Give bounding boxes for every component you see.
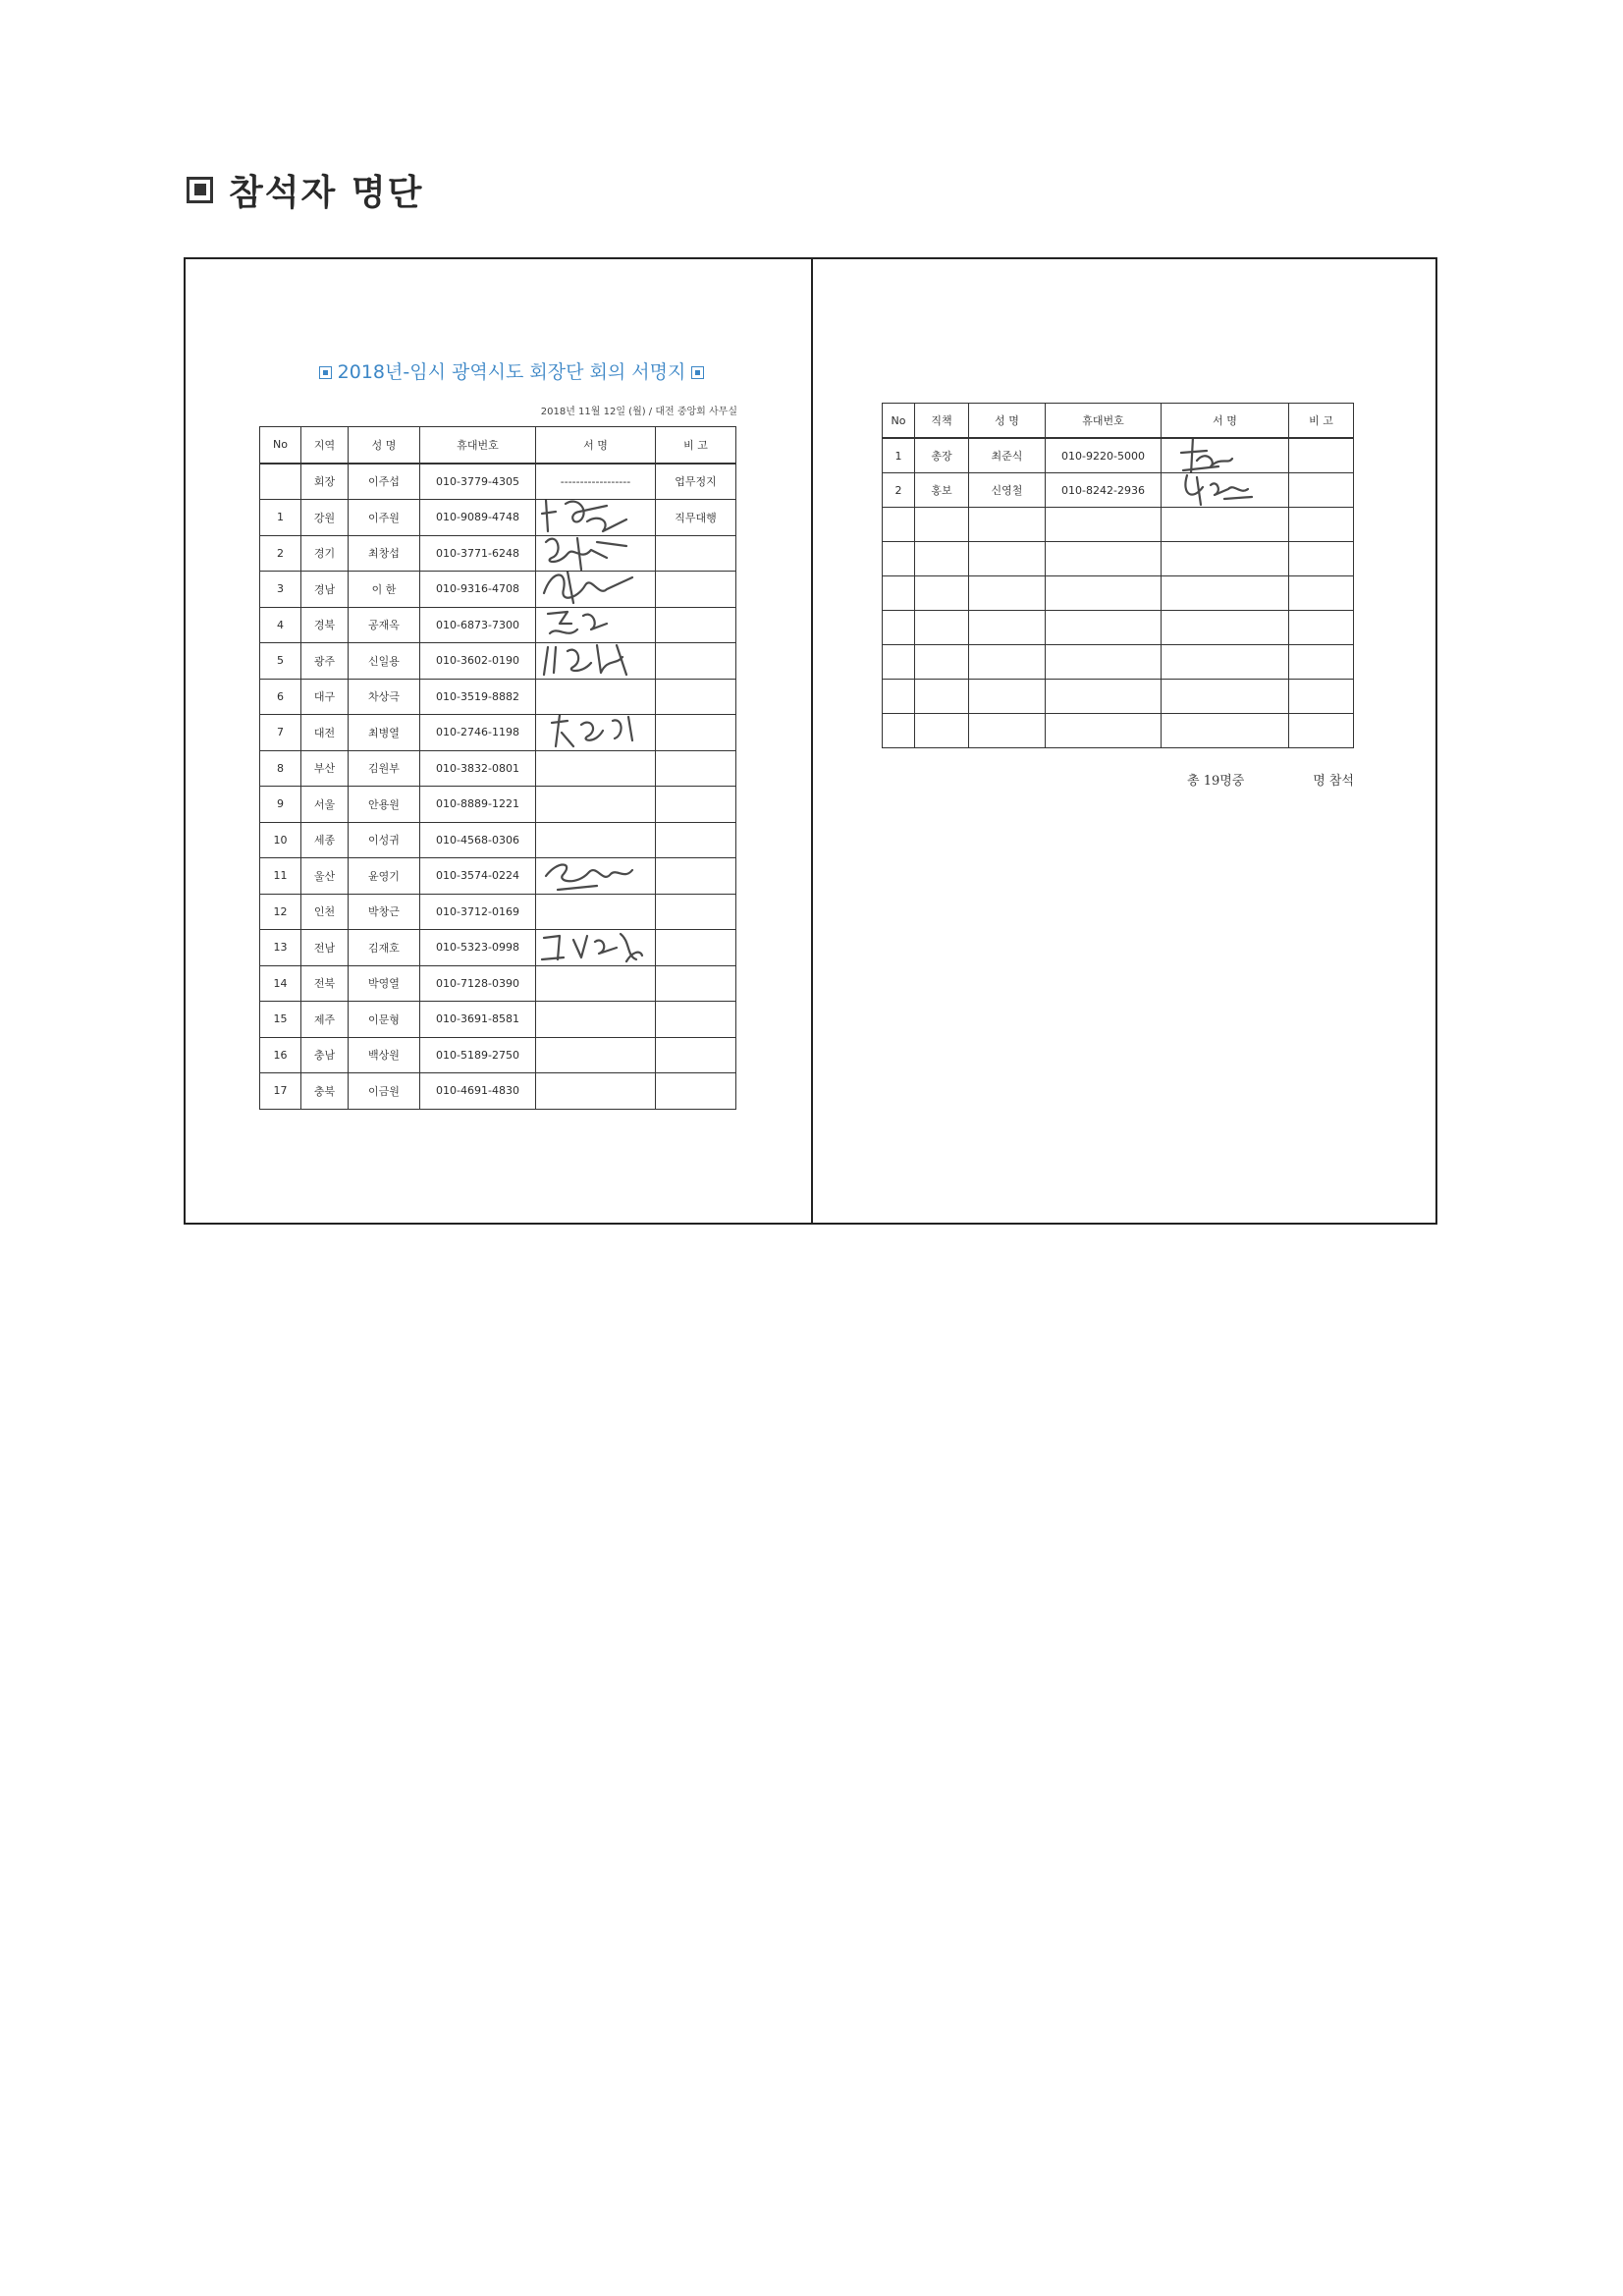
cell-no: 14 (260, 965, 301, 1002)
cell-note (1289, 438, 1354, 473)
column-header: 성 명 (969, 404, 1046, 439)
page-title (187, 165, 423, 214)
cell-note (656, 965, 736, 1002)
table-row (260, 1037, 736, 1073)
cell-phone: 010-3519-8882 (420, 679, 536, 715)
sign-sheet-heading (305, 357, 718, 384)
cell-sign (536, 787, 656, 823)
cell-region: 부산 (301, 750, 349, 787)
cell-sign (536, 822, 656, 858)
cell-no: 16 (260, 1037, 301, 1073)
cell-no (883, 680, 915, 714)
cell-note (1289, 508, 1354, 542)
handwritten-signature (538, 572, 654, 608)
cell-no: 3 (260, 572, 301, 608)
cell-phone: 010-5189-2750 (420, 1037, 536, 1073)
cell-no (883, 645, 915, 680)
table-row (260, 1002, 736, 1038)
cell-phone: 010-4568-0306 (420, 822, 536, 858)
cell-name (969, 611, 1046, 645)
cell-no: 4 (260, 607, 301, 643)
cell-name: 신영철 (969, 473, 1046, 508)
cell-name (969, 542, 1046, 576)
cell-sign (536, 643, 656, 680)
cell-no: 9 (260, 787, 301, 823)
table-row (260, 715, 736, 751)
cell-name: 최병열 (349, 715, 420, 751)
cell-phone: 010-9220-5000 (1046, 438, 1162, 473)
column-header: 직책 (915, 404, 969, 439)
cell-note (1289, 714, 1354, 748)
cell-note (656, 572, 736, 608)
cell-note (1289, 611, 1354, 645)
cell-phone: 010-3712-0169 (420, 894, 536, 930)
cell-title (915, 508, 969, 542)
cell-phone: 010-3779-4305 (420, 464, 536, 500)
cell-note (656, 787, 736, 823)
cell-title (915, 542, 969, 576)
cell-phone: 010-7128-0390 (420, 965, 536, 1002)
table-row (260, 787, 736, 823)
handwritten-signature (538, 535, 654, 572)
table-row (883, 714, 1354, 748)
table-row (883, 508, 1354, 542)
table-row (260, 930, 736, 966)
cell-region: 광주 (301, 643, 349, 680)
cell-name (969, 508, 1046, 542)
cell-name: 김원부 (349, 750, 420, 787)
cell-no (883, 542, 915, 576)
cell-sign (536, 858, 656, 895)
cell-no: 10 (260, 822, 301, 858)
cell-no (883, 714, 915, 748)
cell-name: 이성귀 (349, 822, 420, 858)
cell-region: 제주 (301, 1002, 349, 1038)
cell-no: 2 (883, 473, 915, 508)
handwritten-signature (1163, 473, 1285, 508)
column-header: No (883, 404, 915, 439)
cell-region: 전북 (301, 965, 349, 1002)
cell-name (969, 680, 1046, 714)
cell-name: 이금원 (349, 1073, 420, 1110)
cell-name: 이주원 (349, 500, 420, 536)
cell-title (915, 680, 969, 714)
cell-sign (536, 679, 656, 715)
cell-name: 백상원 (349, 1037, 420, 1073)
table-row (883, 611, 1354, 645)
cell-region: 경기 (301, 535, 349, 572)
table-row (260, 894, 736, 930)
cell-no: 7 (260, 715, 301, 751)
cell-name: 김재호 (349, 930, 420, 966)
cell-phone: 010-5323-0998 (420, 930, 536, 966)
table-row (883, 438, 1354, 473)
cell-note (656, 679, 736, 715)
cell-phone: 010-3574-0224 (420, 858, 536, 895)
cell-name: 차상극 (349, 679, 420, 715)
column-header: 성 명 (349, 427, 420, 464)
cell-phone (1046, 714, 1162, 748)
cell-region: 인천 (301, 894, 349, 930)
table-row (883, 680, 1354, 714)
cell-sign: ------------------ (536, 464, 656, 500)
cell-note (656, 643, 736, 680)
cell-no (883, 611, 915, 645)
title-square-icon (187, 177, 213, 203)
table-row (260, 1073, 736, 1110)
table-row (260, 535, 736, 572)
cell-note (656, 1037, 736, 1073)
table-row (883, 645, 1354, 680)
cell-phone: 010-4691-4830 (420, 1073, 536, 1110)
cell-sign (536, 894, 656, 930)
cell-phone: 010-3832-0801 (420, 750, 536, 787)
cell-name (969, 714, 1046, 748)
scanned-documents-frame (184, 257, 1437, 1225)
cell-no: 8 (260, 750, 301, 787)
cell-sign (536, 1002, 656, 1038)
cell-note: 업무정지 (656, 464, 736, 500)
cell-sign (1162, 714, 1289, 748)
cell-note (1289, 473, 1354, 508)
cell-name: 최창섭 (349, 535, 420, 572)
cell-phone (1046, 611, 1162, 645)
table-row (260, 750, 736, 787)
cell-title (915, 611, 969, 645)
cell-note (656, 607, 736, 643)
cell-no (260, 464, 301, 500)
table-row (260, 822, 736, 858)
cell-phone: 010-3602-0190 (420, 643, 536, 680)
page-title-text: 참석자 명단 (229, 172, 424, 213)
cell-note (1289, 576, 1354, 611)
cell-no (883, 508, 915, 542)
handwritten-signature (538, 607, 654, 643)
cell-no (883, 576, 915, 611)
sign-sheet-date: 2018년 11월 12일 (월) / 대전 중앙회 사무실 (540, 407, 737, 417)
column-header: 지역 (301, 427, 349, 464)
handwritten-signature (538, 715, 654, 751)
cell-sign (536, 607, 656, 643)
cell-sign (1162, 542, 1289, 576)
cell-sign (1162, 508, 1289, 542)
cell-phone: 010-8889-1221 (420, 787, 536, 823)
cell-region: 대구 (301, 679, 349, 715)
table-row (883, 576, 1354, 611)
cell-no: 2 (260, 535, 301, 572)
cell-name: 윤영기 (349, 858, 420, 895)
cell-note (656, 930, 736, 966)
cell-phone: 010-3771-6248 (420, 535, 536, 572)
table-row (260, 500, 736, 536)
cell-note (656, 1002, 736, 1038)
cell-note (656, 750, 736, 787)
cell-note (656, 715, 736, 751)
column-header: 비 고 (1289, 404, 1354, 439)
cell-region: 경북 (301, 607, 349, 643)
table-row (260, 464, 736, 500)
cell-phone: 010-9089-4748 (420, 500, 536, 536)
cell-phone: 010-2746-1198 (420, 715, 536, 751)
cell-no: 13 (260, 930, 301, 966)
cell-region: 경남 (301, 572, 349, 608)
cell-name: 신일용 (349, 643, 420, 680)
cell-sign (1162, 645, 1289, 680)
column-header: 휴대번호 (1046, 404, 1162, 439)
handwritten-signature (538, 858, 654, 895)
table-row (883, 542, 1354, 576)
cell-name: 박영열 (349, 965, 420, 1002)
table-row (260, 858, 736, 895)
handwritten-signature (538, 500, 654, 536)
table-row (260, 679, 736, 715)
cell-phone (1046, 576, 1162, 611)
cell-no: 15 (260, 1002, 301, 1038)
cell-note (1289, 680, 1354, 714)
cell-phone: 010-9316-4708 (420, 572, 536, 608)
cell-region: 충북 (301, 1073, 349, 1110)
cell-phone (1046, 645, 1162, 680)
table-row (260, 965, 736, 1002)
cell-phone (1046, 542, 1162, 576)
cell-region: 세종 (301, 822, 349, 858)
column-header: 서 명 (536, 427, 656, 464)
cell-title (915, 576, 969, 611)
column-header: No (260, 427, 301, 464)
cell-name: 박창근 (349, 894, 420, 930)
cell-sign (1162, 576, 1289, 611)
cell-sign (536, 750, 656, 787)
cell-title (915, 714, 969, 748)
cell-title: 홍보 (915, 473, 969, 508)
cell-sign (536, 715, 656, 751)
cell-name: 이주섭 (349, 464, 420, 500)
table-row (260, 572, 736, 608)
cell-name (969, 645, 1046, 680)
handwritten-signature (538, 643, 654, 680)
column-header: 서 명 (1162, 404, 1289, 439)
heading-mark-icon (691, 366, 704, 379)
cell-note (656, 535, 736, 572)
cell-phone: 010-3691-8581 (420, 1002, 536, 1038)
cell-no: 6 (260, 679, 301, 715)
cell-sign (536, 572, 656, 608)
cell-phone (1046, 680, 1162, 714)
attendance-total-left: 총 19명중 (1187, 774, 1245, 789)
table-row (260, 607, 736, 643)
cell-no: 5 (260, 643, 301, 680)
cell-title: 총장 (915, 438, 969, 473)
cell-sign (536, 930, 656, 966)
cell-title (915, 645, 969, 680)
staff-sheet-table (882, 403, 1354, 748)
table-row (883, 473, 1354, 508)
cell-name: 안용원 (349, 787, 420, 823)
cell-sign (536, 500, 656, 536)
attendance-total (1187, 770, 1354, 789)
handwritten-signature (538, 930, 654, 966)
cell-note (1289, 645, 1354, 680)
cell-no: 1 (260, 500, 301, 536)
cell-name: 최준식 (969, 438, 1046, 473)
cell-region: 회장 (301, 464, 349, 500)
table-row (260, 643, 736, 680)
frame-divider (811, 259, 813, 1223)
cell-phone (1046, 508, 1162, 542)
heading-mark-icon (319, 366, 332, 379)
cell-phone: 010-8242-2936 (1046, 473, 1162, 508)
cell-note (656, 822, 736, 858)
cell-no: 17 (260, 1073, 301, 1110)
sign-sheet-table (259, 426, 736, 1110)
attendance-total-right: 명 참석 (1313, 774, 1354, 789)
cell-region: 강원 (301, 500, 349, 536)
cell-sign (1162, 473, 1289, 508)
handwritten-signature (1163, 438, 1285, 473)
cell-name: 이 한 (349, 572, 420, 608)
cell-region: 서울 (301, 787, 349, 823)
cell-name: 공재옥 (349, 607, 420, 643)
cell-region: 대전 (301, 715, 349, 751)
cell-sign (1162, 680, 1289, 714)
cell-phone: 010-6873-7300 (420, 607, 536, 643)
cell-region: 울산 (301, 858, 349, 895)
cell-no: 11 (260, 858, 301, 895)
cell-sign (536, 965, 656, 1002)
cell-no: 12 (260, 894, 301, 930)
cell-sign (1162, 611, 1289, 645)
cell-note (656, 894, 736, 930)
column-header: 비 고 (656, 427, 736, 464)
sign-sheet-heading-text: 2018년-임시 광역시도 회장단 회의 서명지 (337, 361, 686, 383)
cell-no: 1 (883, 438, 915, 473)
cell-note (656, 858, 736, 895)
column-header: 휴대번호 (420, 427, 536, 464)
cell-sign (1162, 438, 1289, 473)
cell-region: 충남 (301, 1037, 349, 1073)
cell-region: 전남 (301, 930, 349, 966)
cell-note: 직무대행 (656, 500, 736, 536)
cell-name (969, 576, 1046, 611)
cell-sign (536, 1073, 656, 1110)
cell-sign (536, 535, 656, 572)
cell-note (1289, 542, 1354, 576)
cell-note (656, 1073, 736, 1110)
cell-name: 이문형 (349, 1002, 420, 1038)
cell-sign (536, 1037, 656, 1073)
